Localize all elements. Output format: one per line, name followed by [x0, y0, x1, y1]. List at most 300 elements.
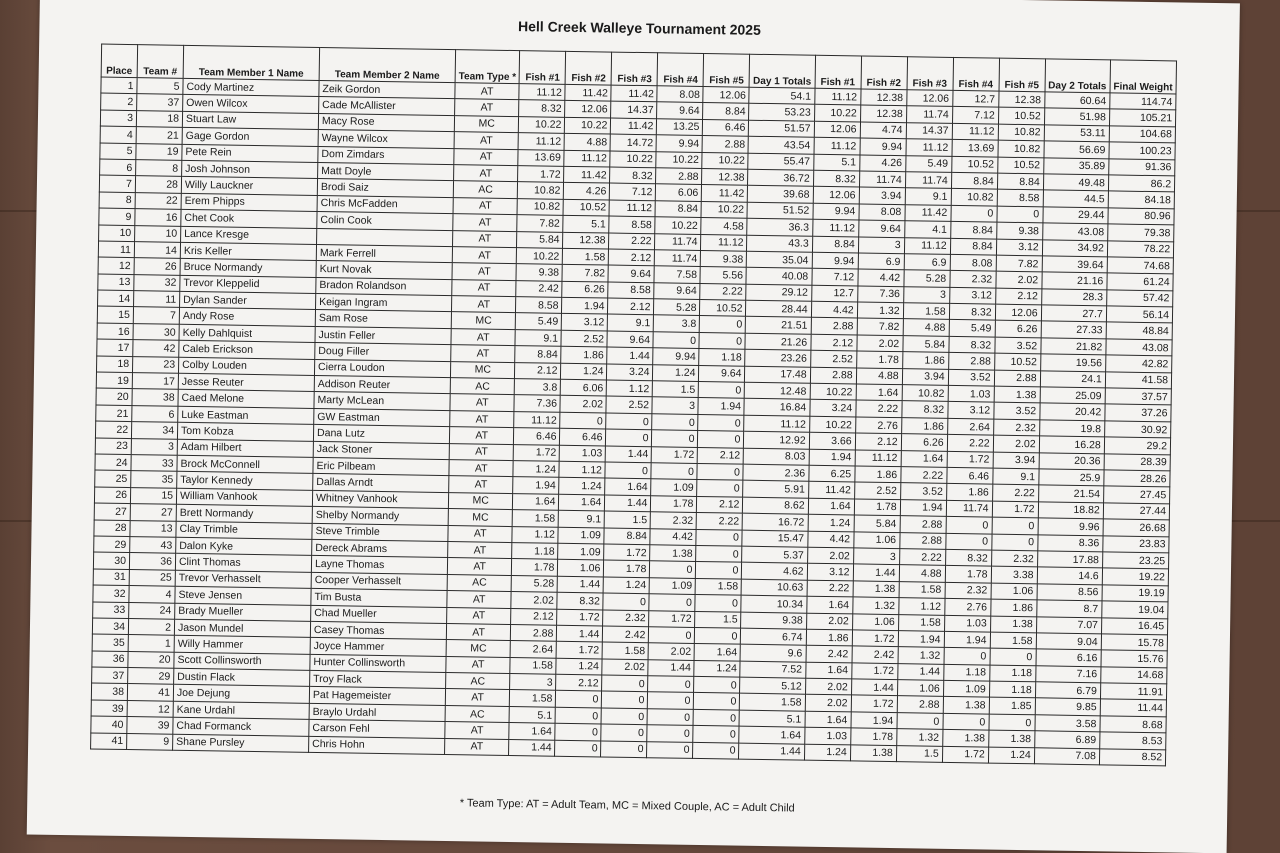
- table-cell: Zeik Gordon: [319, 80, 455, 99]
- table-cell: 80.96: [1108, 208, 1175, 225]
- table-cell: 0: [695, 627, 741, 644]
- table-cell: Matt Doyle: [318, 162, 454, 181]
- table-cell: Willy Lauckner: [181, 177, 317, 196]
- table-cell: 15.76: [1101, 650, 1168, 667]
- table-cell: 2.52: [810, 350, 856, 367]
- table-cell: 43: [130, 536, 176, 553]
- table-cell: 43.54: [748, 136, 813, 153]
- table-cell: 11.42: [808, 482, 854, 499]
- table-cell: 40: [91, 716, 127, 733]
- table-cell: 1.24: [988, 747, 1034, 764]
- table-cell: Jesse Reuter: [178, 373, 314, 392]
- table-cell: 4.62: [742, 563, 807, 580]
- column-header: Fish #5: [999, 58, 1046, 92]
- table-cell: 0: [648, 692, 694, 709]
- column-header: Fish #2: [861, 56, 908, 90]
- table-cell: AT: [445, 738, 510, 755]
- table-cell: 5.1: [739, 710, 804, 727]
- table-cell: 6.79: [1035, 682, 1100, 699]
- table-cell: 1.09: [558, 543, 604, 560]
- table-cell: 1.5: [653, 381, 699, 398]
- table-cell: 8.08: [950, 254, 996, 271]
- table-cell: 12.38: [563, 232, 609, 249]
- table-cell: 1.24: [653, 364, 699, 381]
- table-cell: 2: [128, 618, 174, 635]
- table-cell: 33: [131, 455, 177, 472]
- table-cell: 51.57: [749, 120, 814, 137]
- table-cell: Josh Johnson: [182, 160, 318, 179]
- table-cell: 4.58: [701, 218, 747, 235]
- table-cell: 3: [903, 286, 949, 303]
- table-cell: 3.66: [809, 432, 855, 449]
- table-cell: 11.74: [859, 171, 905, 188]
- table-cell: 84.18: [1108, 191, 1175, 208]
- table-cell: 1.12: [898, 598, 944, 615]
- table-cell: 28.3: [1041, 289, 1106, 306]
- table-cell: 10.22: [565, 117, 611, 134]
- table-cell: 13.69: [518, 149, 564, 166]
- table-cell: 9: [99, 208, 135, 225]
- table-cell: Joe Dejung: [173, 685, 309, 704]
- table-cell: 12.06: [813, 187, 859, 204]
- table-cell: Wayne Wilcox: [318, 130, 454, 149]
- table-cell: 10.52: [700, 300, 746, 317]
- table-cell: 11.12: [814, 88, 860, 105]
- table-cell: 41: [127, 684, 173, 701]
- table-cell: 2.64: [511, 641, 557, 658]
- table-cell: AT: [453, 214, 518, 231]
- table-cell: 1.58: [740, 694, 805, 711]
- table-cell: Keigan Ingram: [315, 294, 451, 313]
- table-cell: 2.02: [996, 271, 1042, 288]
- table-cell: 21.54: [1038, 485, 1103, 502]
- table-cell: AT: [449, 443, 514, 460]
- table-cell: 13: [130, 520, 176, 537]
- table-cell: 1.72: [649, 610, 695, 627]
- table-cell: 2.02: [602, 659, 648, 676]
- table-cell: 7.36: [514, 395, 560, 412]
- table-cell: 12.06: [565, 101, 611, 118]
- column-header: Fish #5: [703, 54, 750, 88]
- table-cell: 3.52: [993, 403, 1039, 420]
- table-cell: 28.26: [1104, 470, 1171, 487]
- table-cell: 0: [693, 726, 739, 743]
- table-cell: 7.82: [996, 255, 1042, 272]
- table-cell: Erem Phipps: [181, 193, 317, 212]
- table-cell: 8.62: [743, 497, 808, 514]
- table-cell: 3.52: [948, 369, 994, 386]
- table-cell: 2.88: [994, 370, 1040, 387]
- table-cell: 27: [130, 504, 176, 521]
- table-cell: 51.98: [1044, 108, 1109, 125]
- table-cell: 6.9: [904, 254, 950, 271]
- table-cell: 14.37: [906, 122, 952, 139]
- table-cell: AC: [446, 673, 511, 690]
- table-cell: 0: [694, 693, 740, 710]
- table-cell: 41.58: [1105, 371, 1172, 388]
- table-cell: Dylan Sander: [180, 291, 316, 310]
- table-cell: 21.82: [1041, 338, 1106, 355]
- table-cell: 15.78: [1101, 634, 1168, 651]
- table-cell: 3.52: [995, 337, 1041, 354]
- table-cell: Cierra Loudon: [314, 359, 450, 378]
- table-cell: 2.12: [556, 674, 602, 691]
- table-cell: 0: [602, 675, 648, 692]
- table-cell: 0: [647, 709, 693, 726]
- table-cell: 8.03: [744, 448, 809, 465]
- table-cell: 7.36: [857, 286, 903, 303]
- table-cell: 6.26: [562, 281, 608, 298]
- table-cell: 2.12: [609, 249, 655, 266]
- table-cell: 11.42: [565, 84, 611, 101]
- table-cell: 10.22: [809, 416, 855, 433]
- table-cell: 16: [135, 209, 181, 226]
- table-cell: 74.68: [1107, 257, 1174, 274]
- table-cell: Gage Gordon: [182, 127, 318, 146]
- table-cell: Chet Cook: [181, 209, 317, 228]
- table-cell: 5.91: [743, 481, 808, 498]
- table-cell: Troy Flack: [310, 670, 446, 689]
- table-cell: 0: [992, 517, 1038, 534]
- table-cell: Brock McConnell: [177, 455, 313, 474]
- table-cell: 61.24: [1107, 273, 1174, 290]
- table-cell: 6.46: [703, 119, 749, 136]
- table-cell: 1.09: [651, 479, 697, 496]
- table-cell: MC: [454, 115, 519, 132]
- table-cell: 8.84: [997, 173, 1043, 190]
- table-cell: 20.36: [1039, 452, 1104, 469]
- table-cell: AT: [454, 165, 519, 182]
- table-cell: 0: [650, 561, 696, 578]
- table-cell: 6.46: [514, 428, 560, 445]
- table-cell: 5.37: [742, 546, 807, 563]
- column-header: Day 1 Totals: [749, 54, 815, 88]
- table-cell: 0: [697, 463, 743, 480]
- table-cell: 1.86: [806, 629, 852, 646]
- table-cell: 7.82: [857, 318, 903, 335]
- table-cell: 3.8: [515, 379, 561, 396]
- table-cell: 9.1: [905, 188, 951, 205]
- table-cell: 8.58: [997, 189, 1043, 206]
- table-cell: 8.84: [604, 528, 650, 545]
- table-cell: 4.42: [858, 269, 904, 286]
- table-cell: 30.92: [1104, 421, 1171, 438]
- table-cell: AT: [455, 83, 520, 100]
- table-cell: 1.18: [943, 664, 989, 681]
- table-cell: 1.64: [739, 726, 804, 743]
- table-cell: MC: [451, 312, 516, 329]
- table-cell: 2.22: [947, 435, 993, 452]
- table-cell: 11.42: [905, 204, 951, 221]
- table-cell: 31: [93, 569, 129, 586]
- table-cell: 2.88: [948, 353, 994, 370]
- table-cell: 13.25: [657, 119, 703, 136]
- table-cell: 1: [128, 635, 174, 652]
- table-cell: 2.12: [811, 334, 857, 351]
- table-cell: AT: [451, 296, 516, 313]
- table-cell: 8.53: [1099, 732, 1166, 749]
- table-cell: 8.84: [812, 236, 858, 253]
- table-cell: AT: [448, 541, 513, 558]
- table-cell: 6.46: [560, 429, 606, 446]
- table-cell: 1.72: [514, 444, 560, 461]
- table-body: [91, 77, 1176, 766]
- table-cell: 8.08: [859, 204, 905, 221]
- table-cell: 7.12: [952, 107, 998, 124]
- table-cell: AT: [447, 607, 512, 624]
- table-cell: 15.47: [742, 530, 807, 547]
- table-cell: 9.94: [813, 203, 859, 220]
- table-cell: 1.24: [559, 478, 605, 495]
- table-cell: 0: [602, 691, 648, 708]
- table-cell: 1.72: [556, 642, 602, 659]
- table-cell: 2.12: [698, 447, 744, 464]
- table-cell: Hunter Collinsworth: [310, 654, 446, 673]
- table-cell: Cooper Verhasselt: [311, 572, 447, 591]
- table-cell: 1.72: [652, 446, 698, 463]
- table-cell: 2.02: [648, 643, 694, 660]
- table-cell: Pete Rein: [182, 144, 318, 163]
- table-cell: AT: [455, 99, 520, 116]
- table-cell: 1.94: [809, 449, 855, 466]
- team-type-footnote: * Team Type: AT = Adult Team, MC = Mixed Couple, AC = Adult Child: [459, 797, 795, 815]
- table-cell: 100.23: [1109, 142, 1176, 159]
- table-cell: 34: [92, 618, 128, 635]
- table-cell: 10.22: [810, 383, 856, 400]
- table-cell: 3.52: [900, 483, 946, 500]
- table-cell: 12.06: [995, 304, 1041, 321]
- table-cell: 1.94: [900, 499, 946, 516]
- table-cell: 10.82: [902, 385, 948, 402]
- table-cell: 1.18: [699, 349, 745, 366]
- table-cell: 11.42: [702, 185, 748, 202]
- table-cell: 20: [128, 651, 174, 668]
- table-cell: 9.38: [516, 264, 562, 281]
- table-cell: 7: [133, 307, 179, 324]
- table-cell: Willy Hammer: [174, 636, 310, 655]
- table-cell: 23: [132, 356, 178, 373]
- table-cell: 9.64: [654, 282, 700, 299]
- table-cell: 86.2: [1108, 175, 1175, 192]
- table-cell: 3.12: [562, 314, 608, 331]
- table-cell: 10.22: [519, 116, 565, 133]
- table-cell: 32: [93, 585, 129, 602]
- table-cell: 4.1: [904, 221, 950, 238]
- table-cell: 1.09: [650, 577, 696, 594]
- table-cell: 1.38: [994, 386, 1040, 403]
- table-cell: 38: [91, 683, 127, 700]
- table-cell: Pat Hagemeister: [309, 687, 445, 706]
- table-cell: AT: [454, 132, 519, 149]
- table-cell: 4.74: [860, 122, 906, 139]
- table-cell: 2.42: [603, 626, 649, 643]
- table-cell: 53.23: [749, 104, 814, 121]
- table-cell: 40.08: [746, 268, 811, 285]
- table-cell: 28: [94, 520, 130, 537]
- table-cell: 0: [651, 463, 697, 480]
- table-cell: 12.48: [745, 382, 810, 399]
- table-cell: 27: [94, 503, 130, 520]
- table-cell: Chris McFadden: [317, 195, 453, 214]
- table-cell: 10.22: [701, 201, 747, 218]
- table-cell: AT: [448, 525, 513, 542]
- table-cell: 17.88: [1037, 551, 1102, 568]
- table-cell: 10.82: [518, 182, 564, 199]
- table-cell: 1.64: [694, 644, 740, 661]
- table-cell: 9.1: [515, 329, 561, 346]
- table-cell: 0: [699, 382, 745, 399]
- document-title: Hell Creek Walleye Tournament 2025: [517, 18, 761, 38]
- table-cell: 6.46: [946, 467, 992, 484]
- table-cell: William Vanhook: [176, 488, 312, 507]
- table-cell: 27.44: [1103, 503, 1170, 520]
- table-cell: 0: [695, 595, 741, 612]
- table-cell: 12.38: [860, 105, 906, 122]
- table-cell: Caed Melone: [178, 390, 314, 409]
- table-cell: 0: [555, 707, 601, 724]
- table-cell: 1.86: [946, 484, 992, 501]
- table-cell: 11.12: [952, 123, 998, 140]
- table-cell: Chad Mueller: [311, 605, 447, 624]
- table-cell: 43.08: [1042, 223, 1107, 240]
- table-cell: 36.3: [747, 218, 812, 235]
- table-cell: 1.58: [510, 657, 556, 674]
- table-cell: AT: [449, 476, 514, 493]
- results-table: [90, 44, 1177, 767]
- table-cell: 2.52: [854, 482, 900, 499]
- table-cell: 1.72: [557, 609, 603, 626]
- table-cell: Adam Hilbert: [177, 439, 313, 458]
- table-cell: 11: [134, 291, 180, 308]
- table-cell: 3.12: [947, 402, 993, 419]
- table-cell: 1.64: [559, 494, 605, 511]
- table-cell: 9.38: [741, 612, 806, 629]
- table-cell: 6.26: [901, 434, 947, 451]
- column-header: Place: [101, 44, 138, 78]
- table-cell: 12.06: [906, 90, 952, 107]
- table-cell: 1.78: [512, 559, 558, 576]
- table-cell: 4.26: [564, 183, 610, 200]
- table-cell: 18.82: [1038, 502, 1103, 519]
- table-cell: 8.84: [703, 103, 749, 120]
- table-cell: 2.22: [697, 513, 743, 530]
- table-cell: 8.32: [610, 167, 656, 184]
- table-cell: 0: [997, 206, 1043, 223]
- column-header: Final Weight: [1110, 60, 1177, 94]
- table-cell: 2.36: [743, 464, 808, 481]
- table-cell: 8.7: [1036, 600, 1101, 617]
- table-cell: 1.78: [604, 560, 650, 577]
- table-cell: Trevor Kleppelid: [180, 275, 316, 294]
- table-cell: 2.76: [944, 598, 990, 615]
- table-cell: 23: [95, 438, 131, 455]
- table-cell: 53.11: [1044, 125, 1109, 142]
- table-cell: 2.52: [561, 330, 607, 347]
- table-cell: 13.69: [952, 140, 998, 157]
- table-cell: 10.63: [742, 579, 807, 596]
- table-cell: 13: [98, 274, 134, 291]
- table-cell: Casey Thomas: [310, 621, 446, 640]
- table-cell: 2.88: [897, 696, 943, 713]
- table-cell: 0: [991, 534, 1037, 551]
- table-cell: 1.18: [989, 681, 1035, 698]
- table-cell: 9.64: [657, 102, 703, 119]
- table-cell: 14: [98, 290, 134, 307]
- table-cell: 18: [96, 356, 132, 373]
- table-cell: 5.84: [517, 231, 563, 248]
- table-cell: 9.64: [607, 331, 653, 348]
- table-cell: 0: [603, 593, 649, 610]
- table-cell: 1.64: [808, 498, 854, 515]
- table-cell: 8.32: [945, 549, 991, 566]
- table-cell: 1.58: [899, 581, 945, 598]
- table-cell: 24: [129, 602, 175, 619]
- table-cell: 11: [98, 241, 134, 258]
- table-cell: Braylo Urdahl: [309, 703, 445, 722]
- paper-sheet: [27, 0, 1240, 853]
- table-cell: AT: [446, 656, 511, 673]
- table-cell: 2.02: [805, 695, 851, 712]
- table-cell: 8.84: [950, 238, 996, 255]
- table-cell: 2.32: [950, 271, 996, 288]
- table-cell: 10: [135, 225, 181, 242]
- table-cell: 0: [945, 533, 991, 550]
- table-cell: 36: [129, 553, 175, 570]
- table-cell: 22: [95, 421, 131, 438]
- table-cell: 12.7: [952, 90, 998, 107]
- table-cell: 10: [99, 225, 135, 242]
- table-cell: 41: [91, 733, 127, 750]
- table-cell: 12.06: [703, 87, 749, 104]
- table-cell: 6.16: [1036, 649, 1101, 666]
- table-cell: 2.02: [993, 435, 1039, 452]
- table-cell: 17: [132, 373, 178, 390]
- table-cell: 11.12: [855, 450, 901, 467]
- table-cell: AT: [450, 394, 515, 411]
- table-cell: 1.58: [602, 642, 648, 659]
- table-cell: 1.64: [509, 723, 555, 740]
- table-cell: Colin Cook: [317, 212, 453, 231]
- table-cell: AT: [454, 148, 519, 165]
- table-cell: 1.94: [562, 297, 608, 314]
- table-cell: 1.78: [850, 728, 896, 745]
- table-cell: 36.72: [748, 169, 813, 186]
- table-cell: 2.02: [806, 613, 852, 630]
- table-cell: 8.84: [951, 172, 997, 189]
- table-cell: 2.02: [807, 547, 853, 564]
- table-cell: 4.26: [859, 155, 905, 172]
- table-cell: 1.24: [804, 744, 850, 761]
- table-cell: 39.64: [1042, 256, 1107, 273]
- table-cell: 1.64: [513, 493, 559, 510]
- table-cell: 28: [135, 176, 181, 193]
- table-cell: 0: [601, 708, 647, 725]
- table-cell: 1.38: [943, 697, 989, 714]
- table-cell: 8.84: [950, 222, 996, 239]
- table-cell: 23.26: [745, 349, 810, 366]
- table-cell: 14.72: [610, 134, 656, 151]
- table-cell: Dustin Flack: [174, 668, 310, 687]
- table-cell: 1.94: [698, 398, 744, 415]
- table-cell: 5.1: [813, 154, 859, 171]
- table-cell: 1.58: [990, 632, 1036, 649]
- table-cell: 1.44: [509, 739, 555, 756]
- table-cell: 6.25: [808, 465, 854, 482]
- table-cell: AC: [445, 705, 510, 722]
- table-cell: 9.94: [812, 252, 858, 269]
- table-cell: Dereck Abrams: [312, 539, 448, 558]
- table-cell: 10.52: [563, 199, 609, 216]
